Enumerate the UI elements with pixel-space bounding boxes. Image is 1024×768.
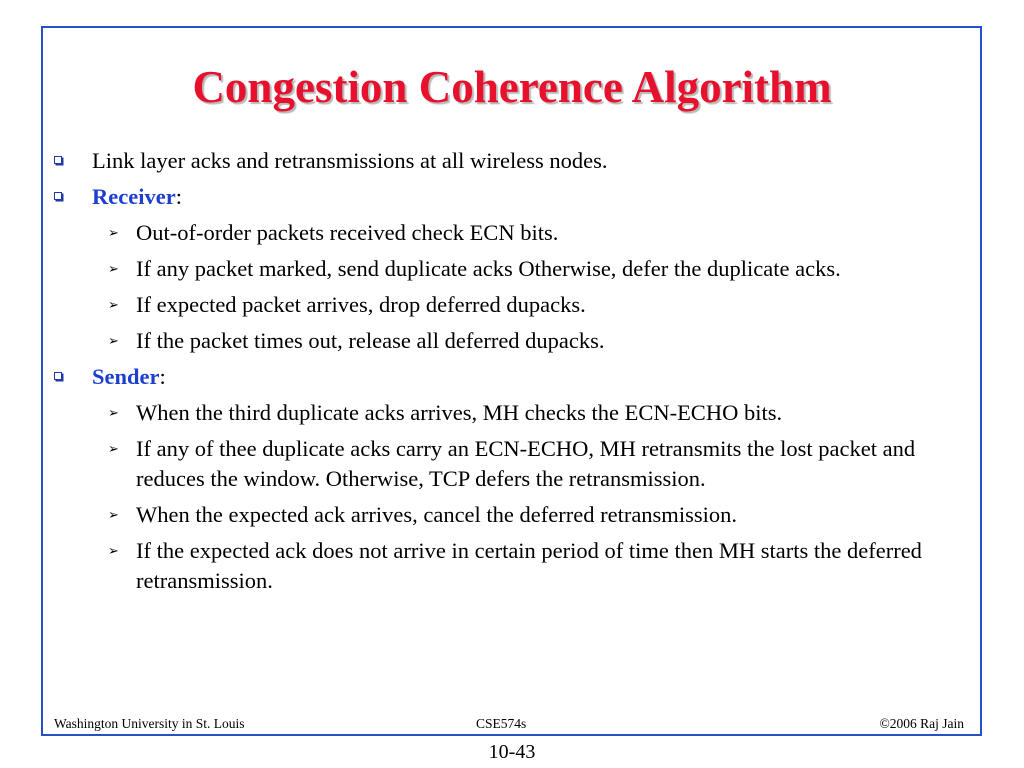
arrow-bullet-icon: ➢	[108, 507, 119, 522]
arrow-bullet-icon: ➢	[108, 225, 119, 240]
square-bullet-icon	[54, 372, 62, 380]
sub-bullet-item	[52, 500, 967, 530]
sub-bullet-text: If any packet marked, send duplicate acks Otherwise, defer the duplicate acks.	[136, 256, 841, 281]
arrow-bullet-icon: ➢	[108, 441, 119, 456]
footer-course: CSE574s	[476, 716, 527, 731]
sub-bullet-text: If the packet times out, release all deferred dupacks.	[136, 328, 605, 353]
footer-copyright: ©2006 Raj Jain	[879, 716, 964, 731]
bullet-keyword: Receiver	[92, 184, 176, 209]
bullet-item	[52, 146, 967, 176]
bullet-suffix: :	[159, 364, 166, 389]
bullet-item-receiver	[52, 182, 967, 212]
square-bullet-icon	[54, 156, 62, 164]
sub-bullet-text: If any of thee duplicate acks carry an ECN-ECHO, MH retransmits the lost packet and reduces the window. Otherwise, TCP defers the retransmission.	[136, 436, 916, 491]
arrow-bullet-icon: ➢	[108, 543, 119, 558]
sub-bullet-item	[52, 254, 967, 284]
bullet-item-sender	[52, 362, 967, 392]
sub-bullet-item	[52, 536, 967, 596]
sub-bullet-item	[52, 218, 967, 248]
sub-bullet-text: When the expected ack arrives, cancel the deferred retransmission.	[136, 502, 737, 527]
arrow-bullet-icon: ➢	[108, 405, 119, 420]
sub-bullet-text: If the expected ack does not arrive in certain period of time then MH starts the deferred retransmission.	[136, 538, 922, 593]
bullet-text: Link layer acks and retransmissions at all wireless nodes.	[92, 148, 608, 173]
sub-bullet-text: If expected packet arrives, drop deferred dupacks.	[136, 292, 586, 317]
slide-body	[52, 146, 967, 602]
arrow-bullet-icon: ➢	[108, 297, 119, 312]
sub-bullet-item	[52, 326, 967, 356]
slide-title: Congestion Coherence Algorithm	[192, 62, 832, 112]
footer-institution: Washington University in St. Louis	[54, 716, 245, 731]
sub-bullet-item	[52, 398, 967, 428]
arrow-bullet-icon: ➢	[108, 333, 119, 348]
bullet-keyword: Sender	[92, 364, 160, 389]
sub-bullet-text: When the third duplicate acks arrives, MH checks the ECN-ECHO bits.	[136, 400, 783, 425]
bullet-suffix: :	[175, 184, 182, 209]
sub-bullet-item	[52, 290, 967, 320]
square-bullet-icon	[54, 192, 62, 200]
page-number: 10-43	[488, 741, 536, 763]
sub-bullet-item	[52, 434, 967, 494]
sub-bullet-text: Out-of-order packets received check ECN bits.	[136, 220, 559, 245]
arrow-bullet-icon: ➢	[108, 261, 119, 276]
